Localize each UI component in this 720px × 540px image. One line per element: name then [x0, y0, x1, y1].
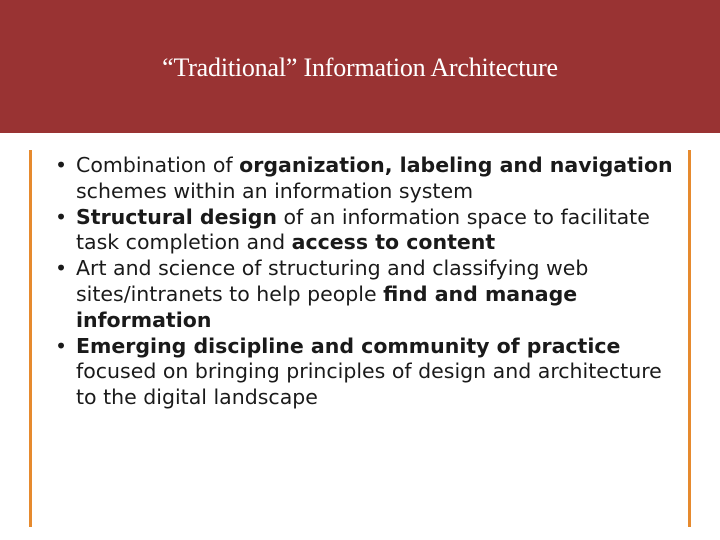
bullet-icon: • — [55, 333, 68, 358]
bullet-bold-text: access to content — [291, 230, 496, 255]
bullet-text: Art and science of structuring and classifying web sites/intranets to help people — [76, 256, 589, 306]
bullet-text: schemes within an information system — [76, 178, 474, 203]
bullet-bold-text: Structural design — [76, 204, 277, 229]
bullet-item — [55, 256, 675, 333]
right-accent-rule — [688, 150, 691, 527]
bullet-icon: • — [55, 204, 68, 229]
bullet-bold-text: find and manage information — [76, 281, 578, 332]
bullet-item — [55, 153, 675, 205]
bullet-bold-text: organization, labeling and navigation — [239, 153, 673, 177]
bullet-icon: • — [55, 256, 68, 281]
bullet-text: Combination of — [76, 153, 240, 177]
bullet-list — [55, 153, 675, 411]
left-accent-rule — [29, 150, 32, 527]
bullet-bold-text: Emerging discipline and community of practice — [76, 333, 621, 358]
slide-title: “Traditional” Information Architecture — [162, 53, 558, 82]
bullet-text: of an information space to facilitate task completion and — [76, 204, 650, 255]
bullet-icon: • — [55, 153, 68, 177]
bullet-text: focused on bringing principles of design and architecture to the digital landscape — [76, 359, 662, 410]
bullet-item — [55, 334, 675, 411]
bullet-item — [55, 205, 675, 257]
